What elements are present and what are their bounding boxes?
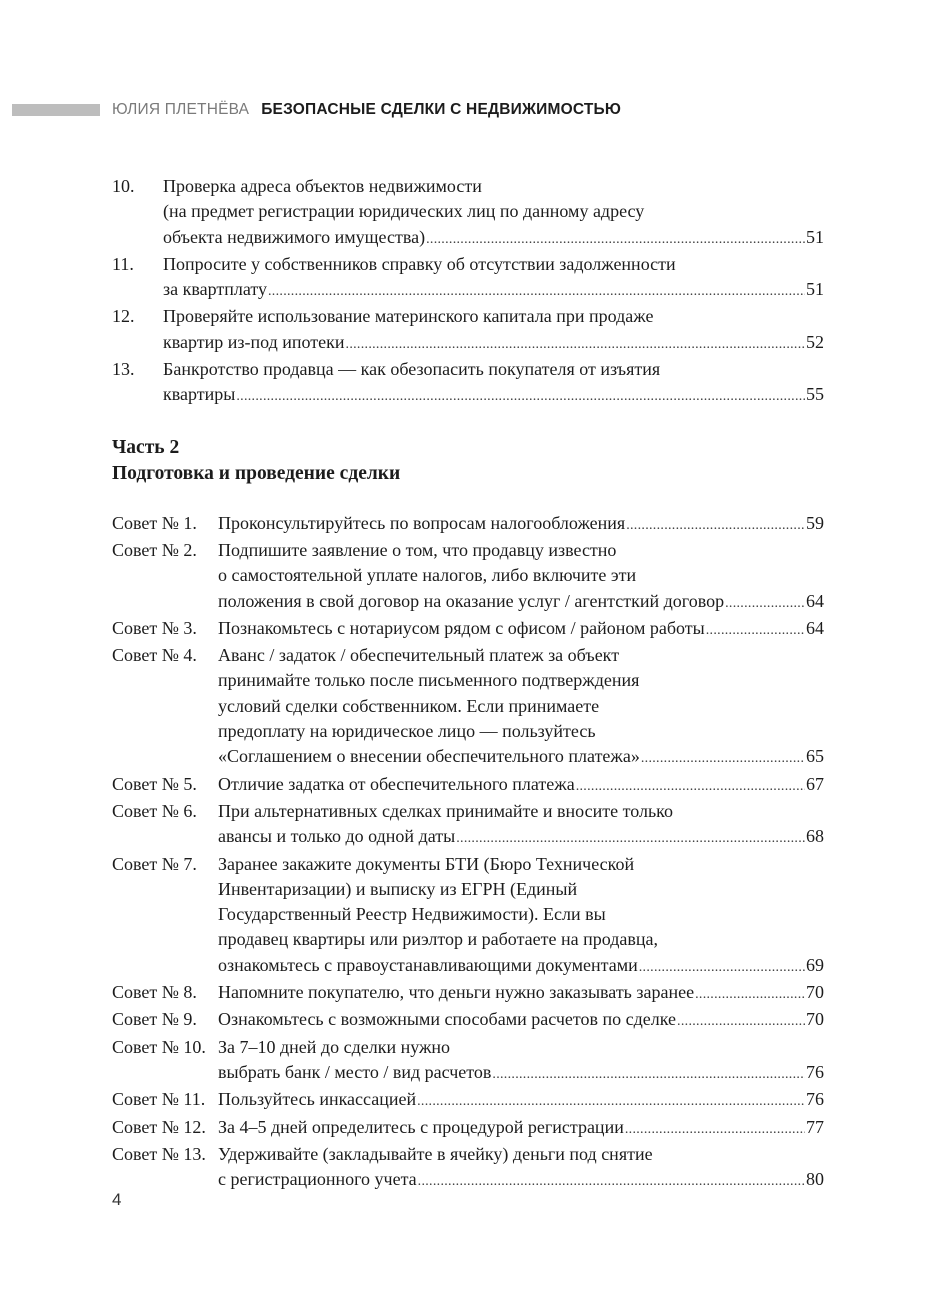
toc-entry-last-line	[218, 744, 824, 771]
dot-leader	[576, 772, 805, 799]
toc-entry-last-line	[218, 1007, 824, 1034]
toc-entry-line: условий сделки собственником. Если принимаете	[218, 695, 600, 716]
dot-leader	[641, 744, 805, 771]
toc-entry-page: 55	[806, 384, 824, 405]
toc-entry[interactable]	[112, 1007, 824, 1034]
toc-entry-number: Совет № 7.	[112, 853, 197, 874]
dot-leader	[695, 980, 805, 1007]
part1-entries	[112, 174, 824, 410]
dot-leader	[418, 1167, 805, 1194]
toc-entry-number: Совет № 13.	[112, 1143, 206, 1164]
toc-entry-text	[218, 643, 824, 771]
toc-entry[interactable]	[112, 357, 824, 410]
toc-entry-number: Совет № 2.	[112, 539, 197, 560]
dot-leader	[236, 382, 805, 409]
toc-entry-last-line	[163, 330, 824, 357]
toc-entry-number: Совет № 10.	[112, 1036, 206, 1057]
toc-entry-last-line	[218, 1060, 824, 1087]
toc-entry-text	[218, 511, 824, 538]
toc-entry-text	[163, 252, 824, 305]
dot-leader	[706, 616, 805, 643]
part2-title: Подготовка и проведение сделки	[112, 462, 401, 484]
toc-entry-line: Заранее закажите документы БТИ (Бюро Технической	[218, 853, 635, 874]
toc-entry-page: 59	[806, 512, 824, 533]
toc-entry-text	[218, 1007, 824, 1034]
toc-entry-line: Удерживайте (закладывайте в ячейку) деньги под снятие	[218, 1143, 653, 1164]
toc-entry[interactable]	[112, 1115, 824, 1142]
toc-entry-page: 70	[806, 1009, 824, 1030]
toc-entry-page: 51	[806, 279, 824, 300]
toc-entry-last-line	[218, 1115, 824, 1142]
toc-entry-text	[218, 616, 824, 643]
toc-entry-number: Совет № 3.	[112, 617, 197, 638]
toc-entry-line: За 7–10 дней до сделки нужно	[218, 1036, 451, 1057]
toc-entry-line: предоплату на юридическое лицо — пользуйтесь	[218, 721, 596, 742]
toc-entry[interactable]	[112, 1035, 824, 1088]
toc-entry-number: 11.	[112, 253, 134, 274]
toc-entry-number: Совет № 12.	[112, 1116, 206, 1137]
toc-entry-line: Государственный Реестр Недвижимости). Если вы	[218, 904, 606, 925]
toc-entry-line: принимайте только после письменного подтверждения	[218, 670, 640, 691]
toc-entry[interactable]	[112, 174, 824, 252]
toc-entry-number: Совет № 4.	[112, 645, 197, 666]
toc-entry[interactable]	[112, 252, 824, 305]
toc-entry-page: 65	[806, 746, 824, 767]
toc-entry-number: 10.	[112, 176, 135, 196]
toc-entry-title-end: ознакомьтесь с правоустанавливающими документами	[218, 954, 638, 975]
toc-entry-last-line	[218, 953, 824, 980]
dot-leader	[626, 511, 805, 538]
toc-entry-last-line	[218, 772, 824, 799]
dot-leader	[426, 225, 805, 252]
toc-entry-page: 64	[806, 617, 824, 638]
toc-entry-title-end: За 4–5 дней определитесь с процедурой регистрации	[218, 1116, 624, 1137]
part2-label: Часть 2	[112, 436, 180, 458]
toc-entry-title-end: квартиры	[163, 384, 236, 405]
toc-entry-text	[218, 799, 824, 852]
toc-entry-last-line	[163, 277, 824, 304]
toc-entry-number: Совет № 6.	[112, 800, 197, 821]
toc-entry-title-end: Проконсультируйтесь по вопросам налогообложения	[218, 512, 626, 533]
toc-entry-line: Подпишите заявление о том, что продавцу известно	[218, 539, 617, 560]
toc-entry-title-end: Отличие задатка от обеспечительного платежа	[218, 773, 575, 794]
toc-entry-page: 76	[806, 1061, 824, 1082]
dot-leader	[677, 1007, 805, 1034]
dot-leader	[639, 953, 805, 980]
toc-entry-text	[163, 357, 824, 410]
toc-entry-page: 67	[806, 773, 824, 794]
dot-leader	[268, 277, 805, 304]
toc-entry-page: 77	[806, 1116, 824, 1137]
toc-entry-number: Совет № 8.	[112, 982, 197, 1003]
toc-entry-text	[218, 1087, 824, 1114]
dot-leader	[417, 1087, 805, 1114]
header-author: ЮЛИЯ ПЛЕТНЁВА	[112, 101, 250, 118]
toc-entry-last-line	[218, 980, 824, 1007]
toc-entry[interactable]	[112, 304, 824, 357]
toc-entry[interactable]	[112, 772, 824, 799]
toc-entry-title-end: авансы и только до одной даты	[218, 826, 456, 847]
toc-entry-text	[218, 852, 824, 980]
toc-entry-page: 80	[806, 1169, 824, 1190]
dot-leader	[456, 824, 805, 851]
table-of-contents	[112, 174, 824, 1194]
toc-entry-last-line	[218, 1087, 824, 1114]
toc-entry-number: Совет № 1.	[112, 512, 197, 533]
toc-entry-text	[218, 1142, 824, 1195]
part2-entries	[112, 511, 824, 1195]
toc-entry-last-line	[218, 616, 824, 643]
toc-entry-line: Попросите у собственников справку об отсутствии задолженности	[163, 253, 676, 274]
dot-leader	[725, 589, 805, 616]
toc-entry-title-end: «Соглашением о внесении обеспечительного платежа»	[218, 746, 640, 767]
toc-entry-last-line	[163, 382, 824, 409]
toc-entry-line: о самостоятельной уплате налогов, либо включите эти	[218, 565, 637, 586]
toc-entry[interactable]	[112, 511, 824, 538]
toc-entry[interactable]	[112, 1087, 824, 1114]
toc-entry[interactable]	[112, 1142, 824, 1195]
toc-entry-line: Проверка адреса объектов недвижимости	[163, 176, 482, 196]
toc-entry-text	[163, 174, 824, 252]
toc-entry[interactable]	[112, 799, 824, 852]
toc-entry-text	[218, 980, 824, 1007]
toc-entry-text	[218, 538, 824, 616]
header-book-title: БЕЗОПАСНЫЕ СДЕЛКИ С НЕДВИЖИМОСТЬЮ	[261, 101, 622, 118]
header-decor-bar	[12, 104, 100, 116]
toc-entry-title-end: с регистрационного учета	[218, 1169, 417, 1190]
toc-entry-page: 64	[806, 590, 824, 611]
toc-entry-last-line	[218, 824, 824, 851]
toc-entry[interactable]	[112, 643, 824, 771]
toc-entry-line: Банкротство продавца — как обезопасить покупателя от изъятия	[163, 359, 661, 380]
toc-entry-last-line	[163, 225, 824, 252]
toc-entry-line: Инвентаризации) и выписку из ЕГРН (Единый	[218, 878, 578, 899]
running-header	[112, 101, 621, 119]
dot-leader	[346, 330, 805, 357]
toc-entry-last-line	[218, 589, 824, 616]
toc-entry-line: Аванс / задаток / обеспечительный платеж за объект	[218, 645, 620, 666]
page-number: 4	[112, 1190, 122, 1209]
toc-entry-text	[218, 1035, 824, 1088]
toc-entry-number: 13.	[112, 359, 135, 380]
toc-entry-title-end: за квартплату	[163, 279, 267, 300]
toc-entry-title-end: положения в свой договор на оказание услуг / агентсткий договор	[218, 590, 725, 611]
toc-entry-line: продавец квартиры или риэлтор и работаете на продавца,	[218, 929, 658, 950]
toc-entry-text	[163, 304, 824, 357]
toc-entry-title-end: Напомните покупателю, что деньги нужно заказывать заранее	[218, 982, 695, 1003]
toc-entry-title-end: Ознакомьтесь с возможными способами расчетов по сделке	[218, 1009, 677, 1030]
toc-entry-text	[218, 1115, 824, 1142]
toc-entry-title-end: объекта недвижимого имущества)	[163, 226, 426, 247]
toc-entry-title-end: Пользуйтесь инкассацией	[218, 1089, 417, 1110]
toc-entry-line: (на предмет регистрации юридических лиц по данному адресу	[163, 201, 645, 222]
dot-leader	[625, 1115, 805, 1142]
toc-entry-number: Совет № 9.	[112, 1009, 197, 1030]
toc-entry-number: 12.	[112, 306, 135, 327]
dot-leader	[492, 1060, 805, 1087]
toc-entry[interactable]	[112, 538, 824, 616]
toc-entry-page: 70	[806, 982, 824, 1003]
toc-entry-last-line	[218, 511, 824, 538]
toc-entry[interactable]	[112, 616, 824, 643]
toc-entry-page: 51	[806, 226, 824, 247]
part2-heading	[112, 435, 824, 487]
toc-entry[interactable]	[112, 852, 824, 980]
toc-entry-page: 69	[806, 954, 824, 975]
toc-entry-title-end: Познакомьтесь с нотариусом рядом с офисом / районом работы	[218, 617, 705, 638]
toc-entry-text	[218, 772, 824, 799]
toc-entry-number: Совет № 11.	[112, 1089, 206, 1110]
toc-entry-line: Проверяйте использование материнского капитала при продаже	[163, 306, 654, 327]
toc-entry[interactable]	[112, 980, 824, 1007]
toc-entry-number: Совет № 5.	[112, 773, 197, 794]
toc-entry-title-end: выбрать банк / место / вид расчетов	[218, 1061, 492, 1082]
toc-entry-last-line	[218, 1167, 824, 1194]
toc-entry-page: 76	[806, 1089, 824, 1110]
toc-entry-title-end: квартир из-под ипотеки	[163, 331, 345, 352]
toc-entry-page: 52	[806, 331, 824, 352]
toc-entry-line: При альтернативных сделках принимайте и вносите только	[218, 800, 673, 821]
toc-entry-page: 68	[806, 826, 824, 847]
